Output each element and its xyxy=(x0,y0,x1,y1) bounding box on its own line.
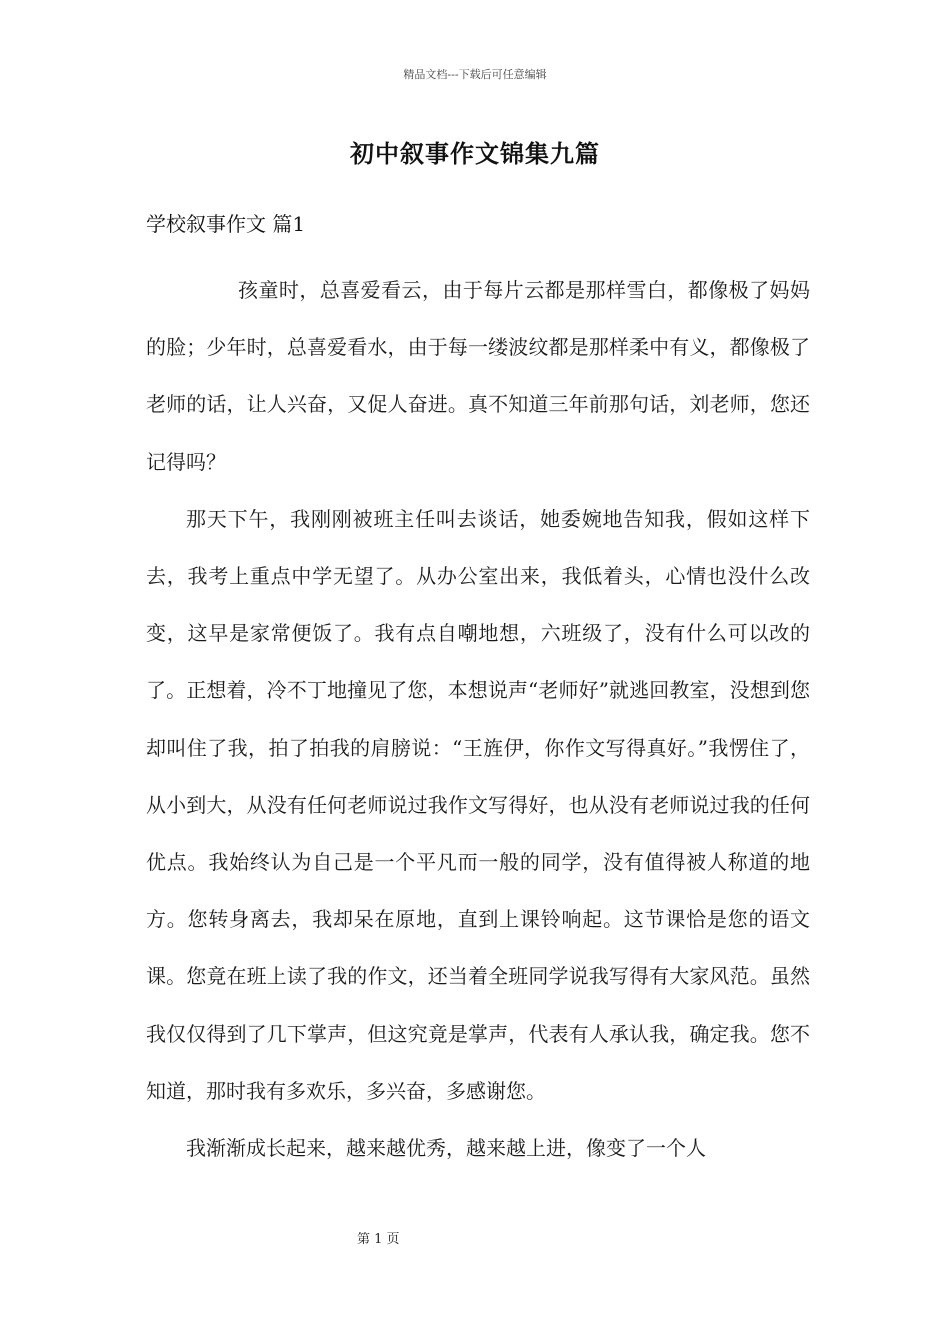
page-header: 精品文档---下载后可任意编辑 xyxy=(403,68,547,81)
paragraph: 孩童时，总喜爱看云，由于每片云都是那样雪白，都像极了妈妈的脸；少年时，总喜爱看水，由于每一缕波纹都是那样柔中有义，都像极了老师的话，让人兴奋，又促人奋进。真不知道三年前那句话，刘老师，您还记得吗？ xyxy=(146,278,810,474)
document-title: 初中叙事作文锦集九篇 xyxy=(350,139,600,168)
article-body xyxy=(146,262,810,1177)
paragraph: 我渐渐成长起来，越来越优秀，越来越上进，像变了一个人 xyxy=(186,1136,706,1161)
paragraph: 那天下午，我刚刚被班主任叫去谈话，她委婉地告知我，假如这样下去，我考上重点中学无望了。从办公室出来，我低着头，心情也没什么改变，这早是家常便饭了。我有点自嘲地想，六班级了，没有什么可以改的了。正想着，冷不丁地撞见了您，本想说声“老师好”就逃回教室，没想到您却叫住了我，拍了拍我的肩膀说：“王旌伊，你作文写得真好。”我愣住了，从小到大，从没有任何老师说过我作文写得好，也从没有老师说过我的任何优点。我始终认为自己是一个平凡而一般的同学，没有值得被人称道的地方。您转身离去，我却呆在原地，直到上课铃响起。这节课恰是您的语文课。您竟在班上读了我的作文，还当着全班同学说我写得有大家风范。虽然我仅仅得到了几下掌声，但这究竟是掌声，代表有人承认我，确定我。您不知道，那时我有多欢乐，多兴奋，多感谢您。 xyxy=(146,506,810,1103)
page-number: 第 1 页 xyxy=(357,1232,400,1247)
section-heading: 学校叙事作文 篇1 xyxy=(146,212,306,236)
